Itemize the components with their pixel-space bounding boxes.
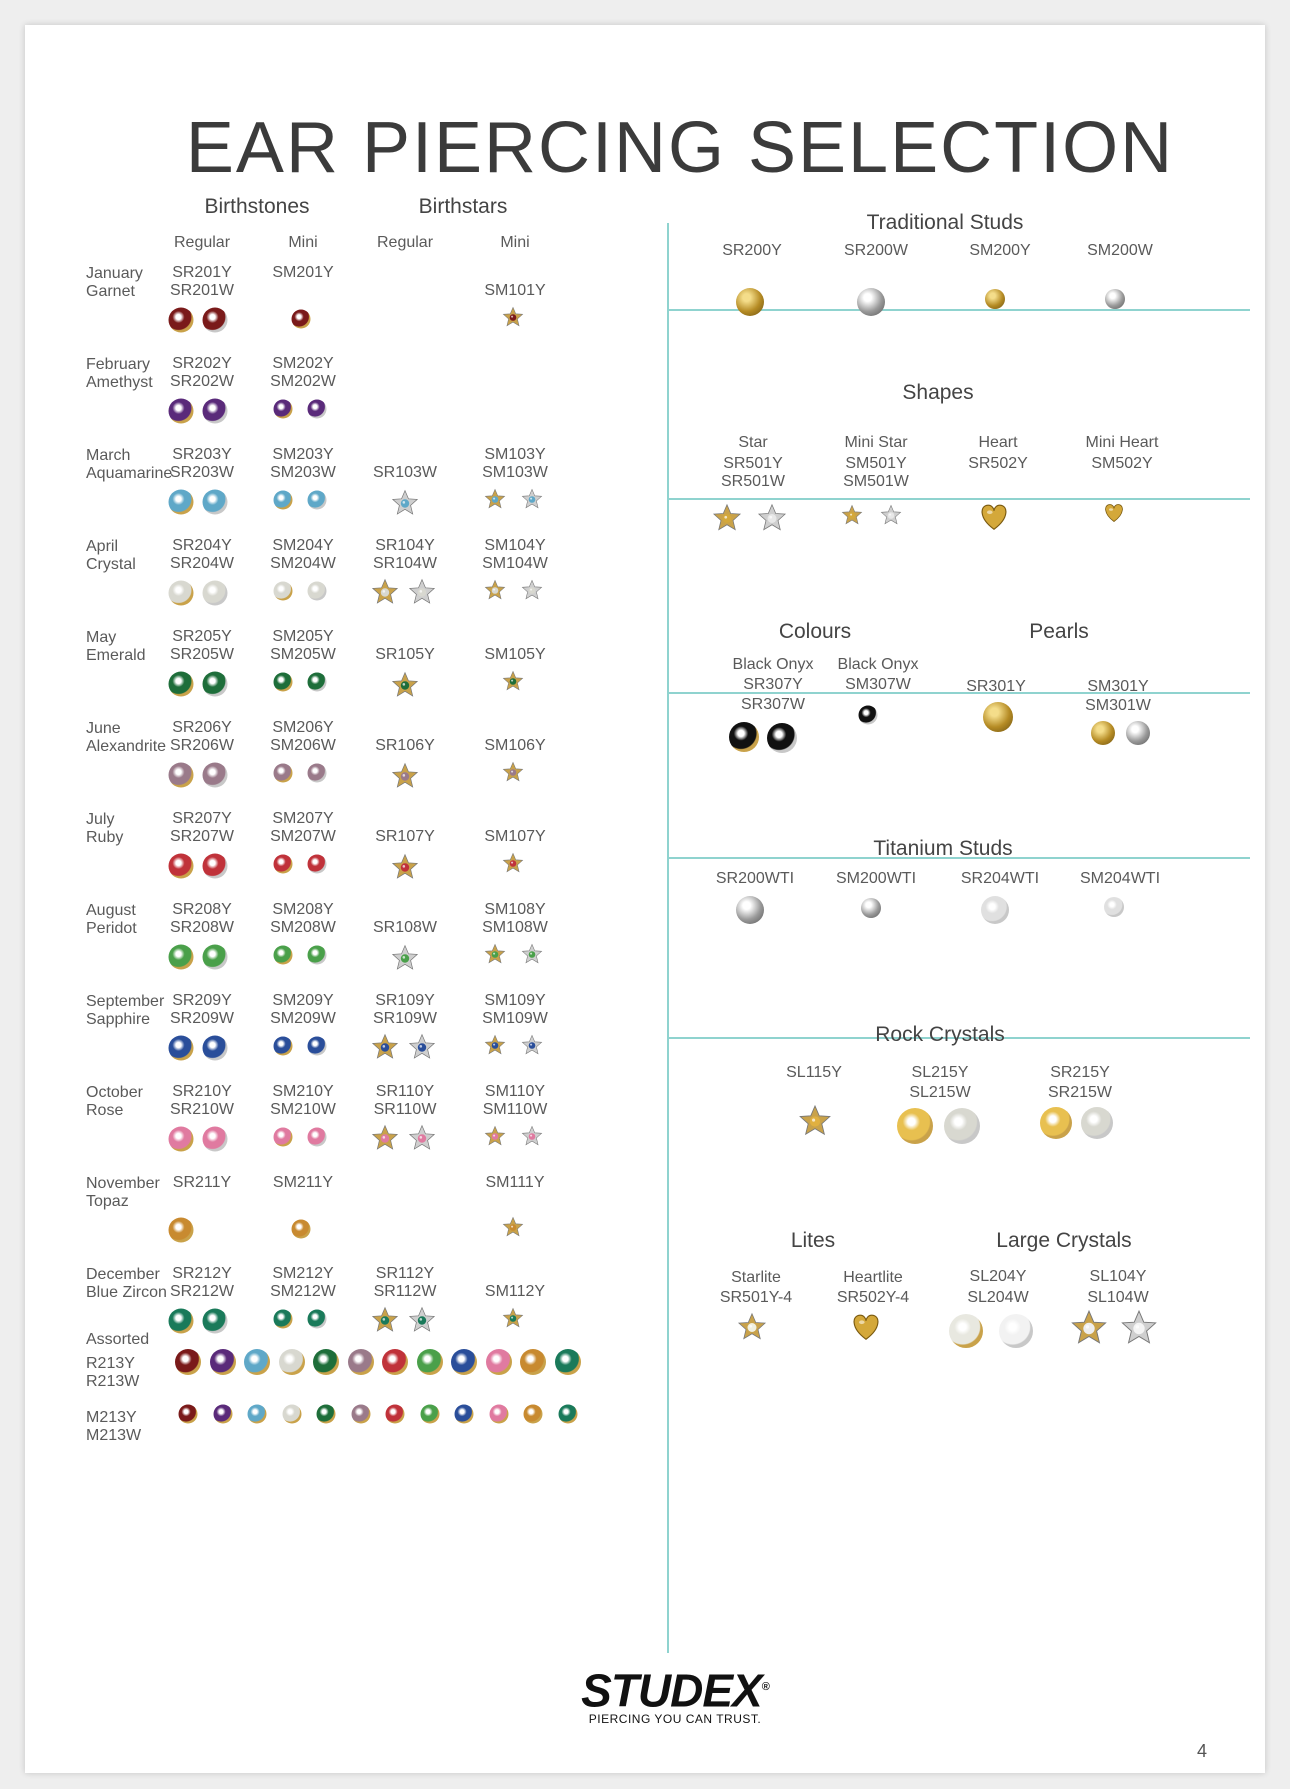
product-code: SR201Y bbox=[172, 264, 232, 281]
ball-stud bbox=[857, 288, 885, 316]
birthstone-stud bbox=[308, 946, 327, 965]
birthstone-stud bbox=[203, 399, 228, 424]
product-code: SM108W bbox=[482, 919, 548, 936]
star-stud bbox=[484, 1126, 506, 1153]
product-code: SM112Y bbox=[484, 1283, 546, 1300]
assorted-code: R213Y bbox=[86, 1355, 135, 1372]
star-stud bbox=[502, 307, 524, 334]
birthstone-stud bbox=[308, 855, 327, 874]
product-code: SR215Y bbox=[1050, 1064, 1110, 1081]
birthstone-stud bbox=[169, 854, 194, 879]
birthstone-stud bbox=[417, 1349, 443, 1375]
product-code: SM207W bbox=[270, 828, 336, 845]
star-stud bbox=[757, 504, 787, 539]
star-stud bbox=[408, 1125, 436, 1158]
stone-name: Garnet bbox=[86, 283, 135, 300]
birthstone-stud bbox=[351, 1405, 370, 1424]
birthstone-stud bbox=[1104, 897, 1124, 917]
birthstone-stud bbox=[767, 723, 797, 753]
product-code: SM212Y bbox=[272, 1265, 334, 1282]
birthstone-stud bbox=[317, 1405, 336, 1424]
product-code: SM206Y bbox=[272, 719, 334, 736]
birthstone-stud bbox=[308, 582, 327, 601]
birthstone-stud bbox=[175, 1349, 201, 1375]
product-code: SM208W bbox=[270, 919, 336, 936]
product-code: SL104Y bbox=[1089, 1268, 1147, 1285]
month-name: June bbox=[86, 720, 121, 737]
birthstone-stud bbox=[729, 722, 759, 752]
month-name: May bbox=[86, 629, 117, 646]
catalog-page bbox=[25, 25, 1265, 1773]
product-code: SR202Y bbox=[172, 355, 232, 372]
ball-stud bbox=[985, 289, 1005, 309]
product-code: SR110W bbox=[373, 1101, 437, 1118]
star-stud bbox=[391, 672, 419, 705]
product-code: SM206W bbox=[270, 737, 336, 754]
month-name: September bbox=[86, 993, 165, 1010]
product-code: SL115Y bbox=[786, 1064, 842, 1081]
product-code: SR210Y bbox=[172, 1083, 232, 1100]
birthstone-stud bbox=[279, 1349, 305, 1375]
stone-name: Ruby bbox=[86, 829, 124, 846]
product-code: SM201Y bbox=[272, 264, 334, 281]
birthstone-stud bbox=[169, 672, 194, 697]
product-code: SR108W bbox=[372, 919, 438, 936]
birthstone-stud bbox=[308, 491, 327, 510]
birthstone-stud bbox=[274, 491, 293, 510]
star-stud bbox=[391, 490, 419, 523]
product-code: SR204Y bbox=[172, 537, 232, 554]
birthstone-stud bbox=[203, 1309, 228, 1334]
month-name: April bbox=[86, 538, 119, 555]
ball-stud bbox=[1091, 721, 1115, 745]
birthstone-stud bbox=[420, 1405, 439, 1424]
birthstone-stud bbox=[169, 581, 194, 606]
month-name: December bbox=[86, 1266, 160, 1283]
month-name: October bbox=[86, 1084, 143, 1101]
birthstone-stud bbox=[308, 1310, 327, 1329]
birthstone-stud bbox=[313, 1349, 339, 1375]
star-stud bbox=[521, 944, 543, 971]
colours-heading: Colours bbox=[778, 620, 852, 643]
logo-brand: STUDEX bbox=[581, 1664, 762, 1717]
product-code: SM501W bbox=[843, 473, 909, 490]
product-code: SR207W bbox=[169, 828, 235, 845]
month-name: August bbox=[86, 902, 136, 919]
star-stud bbox=[391, 763, 419, 796]
assorted-code: M213Y bbox=[86, 1409, 137, 1426]
month-name: February bbox=[86, 356, 151, 373]
ball-stud bbox=[983, 702, 1013, 732]
colour-name: Black Onyx bbox=[732, 656, 814, 673]
product-code: SM104Y bbox=[484, 537, 546, 554]
product-code: SM101Y bbox=[484, 282, 546, 299]
birthstars-heading: Birthstars bbox=[418, 195, 508, 218]
birthstone-stud bbox=[169, 1036, 194, 1061]
product-code: SM307W bbox=[845, 676, 911, 693]
product-code: SR211Y bbox=[172, 1174, 232, 1191]
product-code: SR502Y bbox=[968, 455, 1028, 472]
colour-name: Black Onyx bbox=[837, 656, 919, 673]
birthstone-stud bbox=[292, 1220, 311, 1239]
heart-stud bbox=[849, 1310, 883, 1349]
product-code: SR301Y bbox=[966, 678, 1026, 695]
product-code: SM209W bbox=[270, 1010, 336, 1027]
large-crystals-heading: Large Crystals bbox=[996, 1229, 1132, 1252]
product-code: SM103Y bbox=[484, 446, 546, 463]
star-stud bbox=[391, 945, 419, 978]
birthstone-stud bbox=[169, 1127, 194, 1152]
product-code: SM111Y bbox=[485, 1174, 545, 1191]
star-stud bbox=[737, 1313, 767, 1348]
product-code: SM200Y bbox=[969, 242, 1031, 259]
star-stud bbox=[408, 579, 436, 612]
stone-name: Blue Zircon bbox=[86, 1284, 167, 1301]
product-code: SR207Y bbox=[172, 810, 232, 827]
product-code: SM104W bbox=[482, 555, 548, 572]
product-code: SM200W bbox=[1087, 242, 1153, 259]
shape-name: Heart bbox=[978, 434, 1018, 451]
product-code: SR104W bbox=[372, 555, 438, 572]
product-code: SM205W bbox=[270, 646, 336, 663]
product-code: SR106Y bbox=[375, 737, 435, 754]
birthstone-stud bbox=[1040, 1107, 1072, 1139]
product-code: SM501Y bbox=[845, 455, 907, 472]
product-code: SM211Y bbox=[272, 1174, 334, 1191]
birthstone-stud bbox=[949, 1314, 983, 1348]
product-code: SM204WTI bbox=[1079, 870, 1161, 887]
product-code: SR204WTI bbox=[960, 870, 1040, 887]
column-header-mini: Mini bbox=[288, 234, 318, 251]
heart-stud bbox=[977, 500, 1011, 539]
product-code: SM110Y bbox=[484, 1083, 546, 1100]
product-code: SM105Y bbox=[484, 646, 546, 663]
birthstone-stud bbox=[520, 1349, 546, 1375]
product-code: SL104W bbox=[1087, 1289, 1149, 1306]
stone-name: Amethyst bbox=[86, 374, 153, 391]
column-header-mini: Mini bbox=[500, 234, 530, 251]
birthstone-stud bbox=[213, 1405, 232, 1424]
birthstone-stud bbox=[274, 1310, 293, 1329]
product-code: SL215W bbox=[909, 1084, 971, 1101]
birthstone-stud bbox=[282, 1405, 301, 1424]
product-code: SR501Y bbox=[723, 455, 783, 472]
ball-stud bbox=[1105, 289, 1125, 309]
product-code: SR208W bbox=[169, 919, 235, 936]
rock-crystals-heading: Rock Crystals bbox=[875, 1023, 1005, 1046]
product-code: SM208Y bbox=[272, 901, 334, 918]
product-code: SR204W bbox=[169, 555, 235, 572]
birthstones-heading: Birthstones bbox=[204, 195, 310, 218]
birthstone-stud bbox=[274, 1128, 293, 1147]
lite-name: Starlite bbox=[731, 1269, 781, 1286]
star-stud bbox=[408, 1034, 436, 1067]
star-stud bbox=[798, 1105, 832, 1144]
birthstone-stud bbox=[859, 706, 878, 725]
star-stud bbox=[484, 489, 506, 516]
birthstone-stud bbox=[169, 945, 194, 970]
product-code: SR104Y bbox=[375, 537, 435, 554]
birthstone-stud bbox=[179, 1405, 198, 1424]
product-code: SM108Y bbox=[484, 901, 546, 918]
birthstone-stud bbox=[274, 764, 293, 783]
product-code: SR112W bbox=[373, 1283, 437, 1300]
star-stud bbox=[391, 854, 419, 887]
star-stud bbox=[502, 853, 524, 880]
product-code: SR210W bbox=[169, 1101, 235, 1118]
product-code: SR209Y bbox=[172, 992, 232, 1009]
product-code: SM110W bbox=[482, 1101, 548, 1118]
product-code: SM106Y bbox=[484, 737, 546, 754]
product-code: SR502Y-4 bbox=[836, 1289, 910, 1306]
product-code: SM205Y bbox=[272, 628, 334, 645]
star-stud bbox=[502, 1217, 524, 1244]
birthstone-stud bbox=[244, 1349, 270, 1375]
product-code: SM107Y bbox=[484, 828, 546, 845]
product-code: SR200Y bbox=[722, 242, 782, 259]
star-stud bbox=[880, 505, 902, 532]
product-code: SR501Y-4 bbox=[719, 1289, 793, 1306]
product-code: SM109Y bbox=[484, 992, 546, 1009]
product-code: SM200WTI bbox=[835, 870, 917, 887]
stone-name: Aquamarine bbox=[86, 465, 173, 482]
star-stud bbox=[502, 762, 524, 789]
product-code: SR109W bbox=[372, 1010, 438, 1027]
product-code: SR200WTI bbox=[715, 870, 795, 887]
birthstone-stud bbox=[1081, 1107, 1113, 1139]
product-code: SR206W bbox=[169, 737, 235, 754]
ball-stud bbox=[736, 896, 764, 924]
logo-tagline: PIERCING YOU CAN TRUST. bbox=[588, 1712, 762, 1727]
titanium-studs-heading: Titanium Studs bbox=[873, 837, 1013, 860]
product-code: SR307Y bbox=[743, 676, 803, 693]
stone-name: Emerald bbox=[86, 647, 146, 664]
product-code: SM212W bbox=[270, 1283, 336, 1300]
star-stud bbox=[371, 1034, 399, 1067]
month-name: January bbox=[86, 265, 143, 282]
product-code: SM204Y bbox=[272, 537, 334, 554]
birthstone-stud bbox=[524, 1405, 543, 1424]
birthstone-stud bbox=[981, 896, 1009, 924]
birthstone-stud bbox=[386, 1405, 405, 1424]
product-code: SM502Y bbox=[1091, 455, 1153, 472]
product-code: SM202W bbox=[270, 373, 336, 390]
product-code: SM301Y bbox=[1087, 678, 1149, 695]
star-stud bbox=[521, 1126, 543, 1153]
birthstone-stud bbox=[169, 399, 194, 424]
logo-registered-mark: ® bbox=[761, 1681, 769, 1693]
product-code: SL215Y bbox=[911, 1064, 969, 1081]
product-code: SM209Y bbox=[272, 992, 334, 1009]
product-code: SM210Y bbox=[272, 1083, 334, 1100]
birthstone-stud bbox=[203, 1036, 228, 1061]
shape-name: Star bbox=[738, 434, 768, 451]
star-stud bbox=[484, 944, 506, 971]
product-code: SR203Y bbox=[172, 446, 232, 463]
assorted-code: R213W bbox=[86, 1373, 140, 1390]
birthstone-stud bbox=[292, 310, 311, 329]
birthstone-stud bbox=[203, 308, 228, 333]
birthstone-stud bbox=[274, 673, 293, 692]
birthstone-stud bbox=[944, 1108, 980, 1144]
birthstone-stud bbox=[308, 1128, 327, 1147]
star-stud bbox=[1070, 1310, 1108, 1353]
stone-name: Topaz bbox=[86, 1193, 129, 1210]
product-code: SM207Y bbox=[272, 810, 334, 827]
star-stud bbox=[408, 1307, 436, 1340]
pearls-heading: Pearls bbox=[1029, 620, 1089, 643]
month-name: November bbox=[86, 1175, 160, 1192]
birthstone-stud bbox=[489, 1405, 508, 1424]
ball-stud bbox=[1126, 721, 1150, 745]
star-stud bbox=[521, 1035, 543, 1062]
birthstone-stud bbox=[308, 764, 327, 783]
column-header-regular: Regular bbox=[173, 234, 231, 251]
birthstone-stud bbox=[308, 400, 327, 419]
birthstone-stud bbox=[274, 855, 293, 874]
product-code: SR215W bbox=[1047, 1084, 1113, 1101]
month-name: July bbox=[86, 811, 115, 828]
lites-heading: Lites bbox=[790, 1229, 836, 1252]
product-code: SM203Y bbox=[272, 446, 334, 463]
star-stud bbox=[371, 1125, 399, 1158]
star-stud bbox=[484, 580, 506, 607]
birthstone-stud bbox=[169, 308, 194, 333]
product-code: SM301W bbox=[1085, 697, 1151, 714]
product-code: SR105Y bbox=[375, 646, 435, 663]
product-code: SR209W bbox=[169, 1010, 235, 1027]
product-code: SM203W bbox=[270, 464, 336, 481]
shapes-heading: Shapes bbox=[902, 381, 974, 404]
ball-stud bbox=[861, 898, 881, 918]
star-stud bbox=[371, 579, 399, 612]
star-stud bbox=[521, 580, 543, 607]
heart-stud bbox=[1102, 501, 1126, 530]
product-code: SR205W bbox=[169, 646, 235, 663]
stone-name: Peridot bbox=[86, 920, 137, 937]
divider-horizontal bbox=[668, 498, 1250, 500]
star-stud bbox=[484, 1035, 506, 1062]
birthstone-stud bbox=[169, 490, 194, 515]
birthstone-stud bbox=[203, 854, 228, 879]
product-code: SR103W bbox=[372, 464, 438, 481]
birthstone-stud bbox=[486, 1349, 512, 1375]
product-code: SM204W bbox=[270, 555, 336, 572]
birthstone-stud bbox=[169, 763, 194, 788]
star-stud bbox=[521, 489, 543, 516]
lite-name: Heartlite bbox=[843, 1269, 903, 1286]
month-name: March bbox=[86, 447, 131, 464]
star-stud bbox=[841, 505, 863, 532]
birthstone-stud bbox=[203, 763, 228, 788]
stone-name: Rose bbox=[86, 1102, 124, 1119]
birthstone-stud bbox=[897, 1108, 933, 1144]
product-code: SL204Y bbox=[969, 1268, 1027, 1285]
birthstone-stud bbox=[210, 1349, 236, 1375]
birthstone-stud bbox=[203, 490, 228, 515]
product-code: SL204W bbox=[967, 1289, 1029, 1306]
stone-name: Sapphire bbox=[86, 1011, 151, 1028]
product-code: SR212W bbox=[169, 1283, 235, 1300]
assorted-label: Assorted bbox=[86, 1331, 150, 1348]
birthstone-stud bbox=[999, 1314, 1033, 1348]
star-stud bbox=[502, 671, 524, 698]
birthstone-stud bbox=[455, 1405, 474, 1424]
birthstone-stud bbox=[451, 1349, 477, 1375]
page-title: EAR PIERCING SELECTION bbox=[185, 108, 1175, 188]
star-stud bbox=[712, 504, 742, 539]
product-code: SR212Y bbox=[172, 1265, 232, 1282]
birthstone-stud bbox=[203, 1127, 228, 1152]
birthstone-stud bbox=[248, 1405, 267, 1424]
product-code: SM202Y bbox=[272, 355, 334, 372]
product-code: SR208Y bbox=[172, 901, 232, 918]
stone-name: Alexandrite bbox=[86, 738, 167, 755]
product-code: SR206Y bbox=[172, 719, 232, 736]
birthstone-stud bbox=[203, 945, 228, 970]
studex-logo bbox=[560, 1665, 790, 1726]
birthstone-stud bbox=[169, 1309, 194, 1334]
birthstone-stud bbox=[203, 672, 228, 697]
birthstone-stud bbox=[308, 1037, 327, 1056]
product-code: SM210W bbox=[270, 1101, 336, 1118]
birthstone-stud bbox=[382, 1349, 408, 1375]
divider-vertical bbox=[667, 223, 669, 1653]
product-code: SR109Y bbox=[375, 992, 435, 1009]
product-code: SR203W bbox=[169, 464, 235, 481]
birthstone-stud bbox=[274, 1037, 293, 1056]
birthstone-stud bbox=[274, 946, 293, 965]
star-stud bbox=[1120, 1310, 1158, 1353]
birthstone-stud bbox=[348, 1349, 374, 1375]
birthstone-stud bbox=[274, 400, 293, 419]
product-code: SM103W bbox=[482, 464, 548, 481]
ball-stud bbox=[736, 288, 764, 316]
shape-name: Mini Star bbox=[844, 434, 908, 451]
product-code: SR307W bbox=[740, 696, 806, 713]
product-code: SR202W bbox=[169, 373, 235, 390]
page-number: 4 bbox=[1197, 1741, 1208, 1761]
birthstone-stud bbox=[308, 673, 327, 692]
birthstone-stud bbox=[555, 1349, 581, 1375]
shape-name: Mini Heart bbox=[1085, 434, 1159, 451]
birthstone-stud bbox=[203, 581, 228, 606]
star-stud bbox=[502, 1308, 524, 1335]
star-stud bbox=[371, 1307, 399, 1340]
traditional-studs-heading: Traditional Studs bbox=[866, 211, 1024, 234]
birthstone-stud bbox=[169, 1218, 194, 1243]
product-code: SR110Y bbox=[375, 1083, 435, 1100]
product-code: SR107Y bbox=[375, 828, 435, 845]
birthstone-stud bbox=[274, 582, 293, 601]
assorted-code: M213W bbox=[86, 1427, 142, 1444]
product-code: SR501W bbox=[720, 473, 786, 490]
birthstone-stud bbox=[558, 1405, 577, 1424]
column-header-regular: Regular bbox=[376, 234, 434, 251]
product-code: SR112Y bbox=[375, 1265, 435, 1282]
product-code: SR201W bbox=[169, 282, 235, 299]
stone-name: Crystal bbox=[86, 556, 136, 573]
product-code: SM109W bbox=[482, 1010, 548, 1027]
product-code: SR200W bbox=[843, 242, 909, 259]
product-code: SR205Y bbox=[172, 628, 232, 645]
